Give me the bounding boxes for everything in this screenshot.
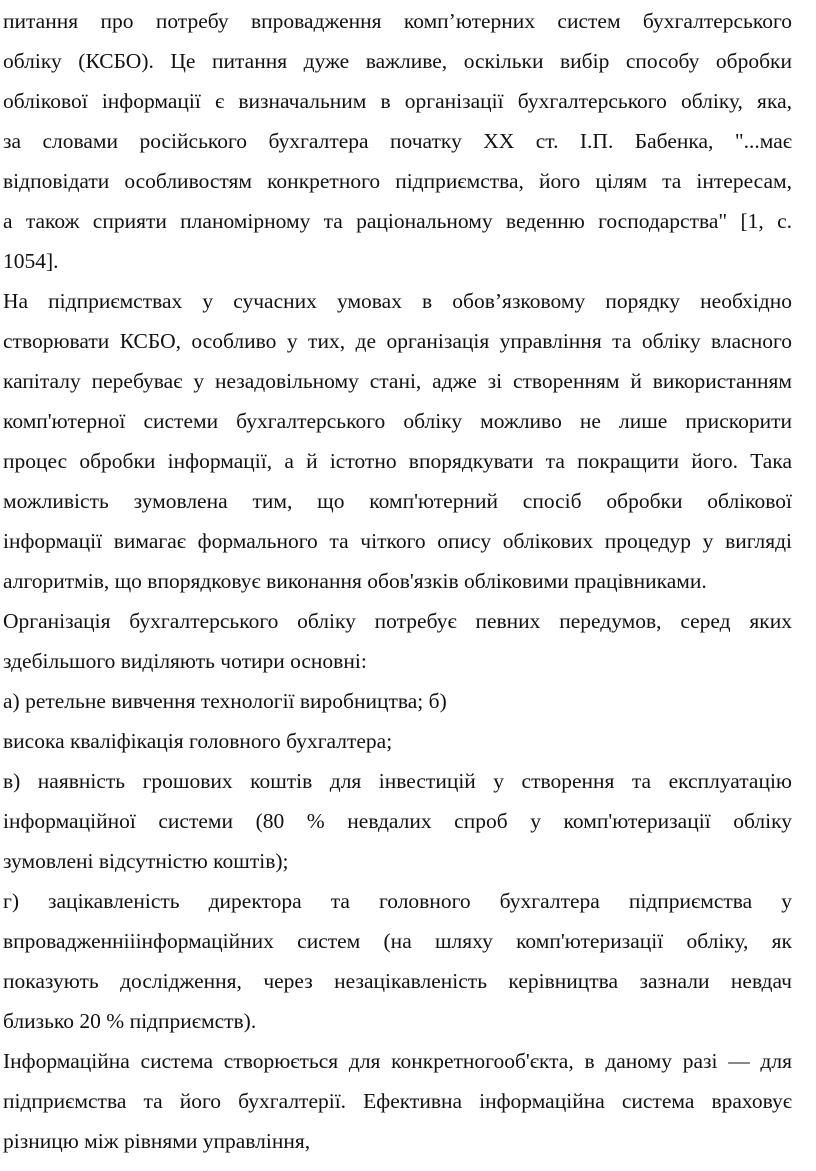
text-line: близько 20 % підприємств). [3, 1009, 257, 1033]
text-line: алгоритмів, що впорядковує виконання обов'язків обліковими працівниками. [3, 569, 707, 593]
text-line: Організація бухгалтерського обліку потребує певних передумов, серед яких [3, 609, 792, 633]
text-line: 1054]. [3, 249, 59, 273]
text-line: капіталу перебуває у незадовільному стані, адже зі створенням й використанням [3, 369, 792, 393]
text-line: процес обробки інформації, а й істотно впорядкувати та покращити його. Така [3, 449, 792, 473]
text-line: зумовлені відсутністю коштів); [3, 849, 289, 873]
text-line: підприємства та його бухгалтерії. Ефективна інформаційна система враховує [3, 1089, 792, 1113]
text-line: а) ретельне вивчення технології виробництва; б) [3, 689, 447, 713]
text-line: інформації вимагає формального та чіткого опису облікових процедур у вигляді [3, 529, 792, 553]
text-line: г) зацікавленість директора та головного бухгалтера підприємства у [3, 889, 792, 913]
text-line: інформаційної системи (80 % невдалих спроб у комп'ютеризації обліку [3, 809, 792, 833]
text-line: висока кваліфікація головного бухгалтера; [3, 729, 393, 753]
text-line: питання про потребу впровадження комп’ютерних систем бухгалтерського [3, 9, 792, 33]
text-line: обліку (КСБО). Це питання дуже важливе, оскільки вибір способу обробки [3, 49, 792, 73]
text-line: за словами російського бухгалтера початку XX ст. І.П. Бабенка, "...має [3, 129, 792, 153]
text-line: комп'ютерної системи бухгалтерського обліку можливо не лише прискорити [3, 409, 792, 433]
text-line: в) наявність грошових коштів для інвестицій у створення та експлуатацію [3, 769, 792, 793]
text-line: відповідати особливостям конкретного підприємства, його цілям та інтересам, [3, 169, 792, 193]
text-line: впровадженнііінформаційних систем (на шляху комп'ютеризації обліку, як [3, 929, 792, 953]
text-line: різницю між рівнями управління, [3, 1129, 311, 1153]
text-line: можливість зумовлена тим, що комп'ютерний спосіб обробки облікової [3, 489, 792, 513]
text-line: Інформаційна система створюється для конкретногооб'єкта, в даному разі — для [3, 1049, 792, 1073]
text-line: показують дослідження, через незацікавленість керівництва зазнали невдач [3, 969, 792, 993]
text-line: створювати КСБО, особливо у тих, де організація управління та обліку власного [3, 329, 792, 353]
text-line: На підприємствах у сучасних умовах в обов’язковому порядку необхідно [3, 289, 792, 313]
text-line: здебільшого виділяють чотири основні: [3, 649, 367, 673]
text-line: облікової інформації є визначальним в організації бухгалтерського обліку, яка, [3, 89, 792, 113]
text-line: а також сприяти планомірному та раціональному веденню господарства" [1, с. [3, 209, 792, 233]
